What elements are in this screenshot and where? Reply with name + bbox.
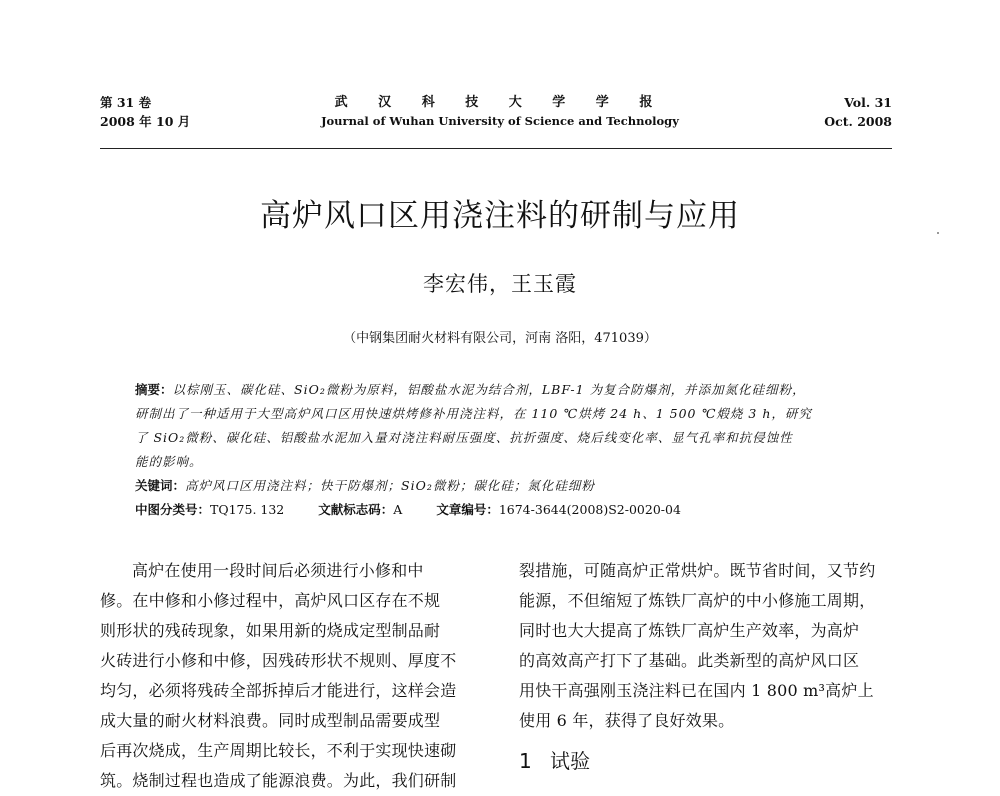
abstract-label: 摘要： — [135, 382, 173, 397]
section-number: 1 — [519, 749, 532, 773]
keywords-line — [135, 474, 865, 498]
body-right-column — [519, 556, 891, 776]
body-line: 能源，不但缩短了炼铁厂高炉的中小修施工周期， — [519, 591, 876, 610]
body-line: 使用 6 年，获得了良好效果。 — [519, 711, 735, 730]
body-line: 后再次烧成，生产周期比较长，不利于实现快速砌 — [100, 741, 457, 760]
keywords-text: 高炉风口区用浇注料；快干防爆剂；SiO₂微粉；碳化硅；氮化硅细粉 — [185, 478, 595, 493]
art-label: 文章编号： — [436, 502, 499, 517]
doc-value: A — [393, 502, 403, 517]
classification-line — [135, 498, 865, 522]
clc-number — [135, 498, 284, 522]
keywords-label: 关键词： — [135, 478, 186, 493]
doc-label: 文献标志码： — [318, 502, 394, 517]
body-line: 同时也大大提高了炼铁厂高炉生产效率，为高炉 — [519, 621, 860, 640]
article-number — [436, 498, 681, 522]
journal-name-en: Journal of Wuhan University of Science and Technology — [321, 114, 679, 128]
paper-title: 高炉风口区用浇注料的研制与应用 — [260, 198, 740, 234]
document-code — [318, 498, 402, 522]
abstract-block — [135, 378, 865, 522]
header-left — [100, 93, 190, 131]
header-right — [824, 93, 892, 131]
body-line: 火砖进行小修和中修，因残砖形状不规则、厚度不 — [100, 651, 457, 670]
journal-name-cn: 武 汉 科 技 大 学 学 报 — [334, 95, 666, 110]
volume-cn: 第 31 卷 — [100, 95, 152, 110]
body-left-column — [100, 556, 472, 796]
date-cn: 2008 年 10 月 — [100, 114, 191, 129]
section-heading — [519, 746, 891, 776]
clc-value: TQ175. 132 — [210, 502, 285, 517]
date-en: Oct. 2008 — [824, 114, 892, 129]
body-line: 则形状的残砖现象，如果用新的烧成定型制品耐 — [100, 621, 441, 640]
body-line: 用快干高强刚玉浇注料已在国内 1 800 m³高炉上 — [519, 681, 874, 700]
art-value: 1674-3644(2008)S2-0020-04 — [498, 502, 681, 517]
section-title: 试验 — [549, 749, 591, 773]
body-line: 裂措施，可随高炉正常烘炉。既节省时间，又节约 — [519, 561, 876, 580]
volume-en: Vol. 31 — [844, 95, 892, 110]
body-line: 的高效高产打下了基础。此类新型的高炉风口区 — [519, 651, 860, 670]
author-list: 李宏伟，王玉霞 — [423, 272, 577, 296]
body-line: 均匀，必须将残砖全部拆掉后才能进行，这样会造 — [100, 681, 457, 700]
body-line: 成大量的耐火材料浪费。同时成型制品需要成型 — [100, 711, 441, 730]
body-line: 高炉在使用一段时间后必须进行小修和中 — [132, 561, 424, 580]
abstract-line: 能的影响。 — [135, 454, 203, 469]
header-rule — [100, 148, 892, 149]
affiliation: （中钢集团耐火材料有限公司，河南 洛阳，471039） — [343, 331, 657, 346]
body-line: 修。在中修和小修过程中，高炉风口区存在不规 — [100, 591, 441, 610]
abstract-line: 了 SiO₂微粉、碳化硅、铝酸盐水泥加入量对浇注料耐压强度、抗折强度、烧后线变化率、显气孔率和抗侵蚀性 — [135, 430, 793, 445]
clc-label: 中图分类号： — [135, 502, 211, 517]
abstract-line: 研制出了一种适用于大型高炉风口区用快速烘烤修补用浇注料，在 110 ℃烘烤 24 h、1 500 ℃煅烧 3 h，研究 — [135, 406, 812, 421]
abstract-text: 以棕刚玉、碳化硅、SiO₂微粉为原料，铝酸盐水泥为结合剂，LBF-1 为复合防爆剂，并添加氮化硅细粉， — [172, 382, 806, 397]
body-line: 筑。烧制过程也造成了能源浪费。为此，我们研制 — [100, 771, 457, 790]
header-center — [300, 93, 700, 131]
abstract-line — [135, 378, 865, 402]
